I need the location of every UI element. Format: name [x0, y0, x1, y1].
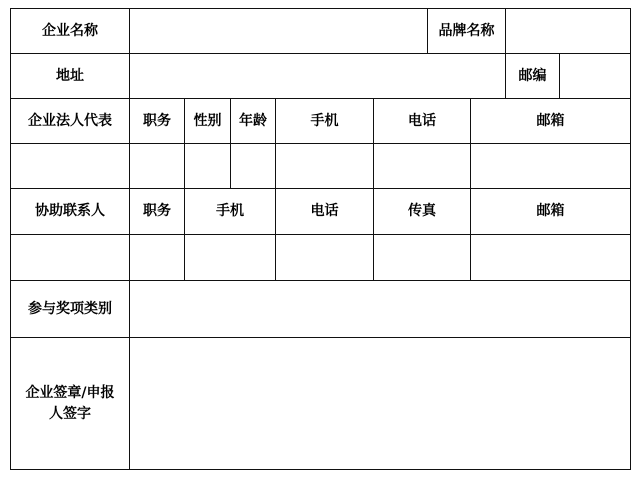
- brand-name-label: 品牌名称: [427, 8, 506, 54]
- legal-email-label: 邮箱: [470, 98, 631, 144]
- legal-age-field[interactable]: [230, 143, 276, 189]
- award-category-field[interactable]: [129, 280, 631, 338]
- award-category-label: 参与奖项类别: [10, 280, 130, 338]
- address-field[interactable]: [129, 53, 506, 99]
- assistant-email-label: 邮箱: [470, 188, 631, 235]
- legal-position-label: 职务: [129, 98, 185, 144]
- assistant-phone-label: 电话: [275, 188, 374, 235]
- legal-phone-label: 电话: [373, 98, 471, 144]
- company-name-label: 企业名称: [10, 8, 130, 54]
- company-name-field[interactable]: [129, 8, 428, 54]
- legal-phone-field[interactable]: [373, 143, 471, 189]
- legal-mobile-field[interactable]: [275, 143, 374, 189]
- address-label: 地址: [10, 53, 130, 99]
- legal-email-field[interactable]: [470, 143, 631, 189]
- signature-area[interactable]: [129, 337, 631, 470]
- assistant-mobile-label: 手机: [184, 188, 276, 235]
- postal-code-label: 邮编: [505, 53, 560, 99]
- assistant-position-field[interactable]: [129, 234, 185, 281]
- legal-representative-field[interactable]: [10, 143, 130, 189]
- assistant-contact-label: 协助联系人: [10, 188, 130, 235]
- legal-position-field[interactable]: [129, 143, 185, 189]
- assistant-phone-field[interactable]: [275, 234, 374, 281]
- assistant-fax-label: 传真: [373, 188, 471, 235]
- signature-label: 企业签章/申报人签字: [10, 337, 130, 470]
- postal-code-field[interactable]: [559, 53, 631, 99]
- legal-mobile-label: 手机: [275, 98, 374, 144]
- assistant-email-field[interactable]: [470, 234, 631, 281]
- legal-age-label: 年龄: [230, 98, 276, 144]
- assistant-mobile-field[interactable]: [184, 234, 276, 281]
- legal-gender-label: 性别: [184, 98, 231, 144]
- assistant-position-label: 职务: [129, 188, 185, 235]
- assistant-contact-field[interactable]: [10, 234, 130, 281]
- assistant-fax-field[interactable]: [373, 234, 471, 281]
- brand-name-field[interactable]: [505, 8, 631, 54]
- legal-representative-label: 企业法人代表: [10, 98, 130, 144]
- legal-gender-field[interactable]: [184, 143, 231, 189]
